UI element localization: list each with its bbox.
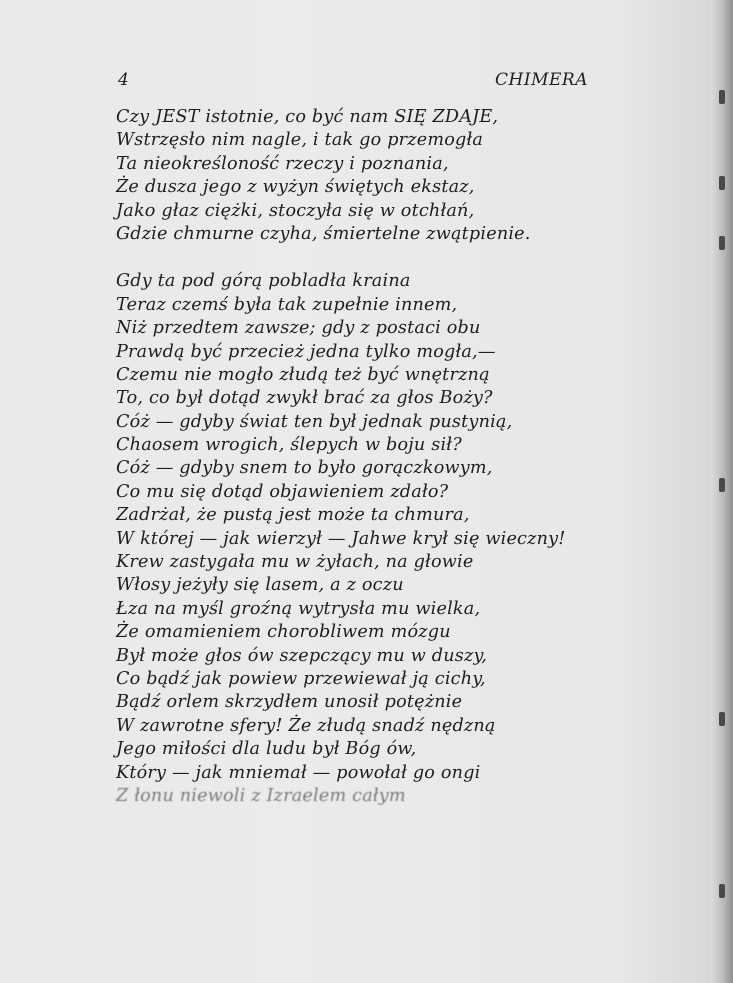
verse-line: Jego miłości dla ludu był Bóg ów,: [116, 739, 417, 760]
verse-line: W zawrotne sfery! Że złudą snadź nędzną: [116, 715, 496, 736]
binding-mark: [719, 884, 725, 898]
verse-line: Wstrzęsło nim nagle, i tak go przemogła: [116, 130, 484, 151]
binding-mark: [719, 90, 725, 104]
page-header: [118, 70, 588, 92]
verse-line: Cóż — gdyby snem to było gorączkowym,: [116, 458, 493, 479]
verse-line: Który — jak mniemał — powołał go ongi: [116, 762, 481, 783]
verse-line: Gdzie chmurne czyha, śmiertelne zwątpienie.: [116, 223, 531, 244]
verse-line: Bądź orlem skrzydłem unosił potężnie: [116, 692, 463, 713]
verse-line: Jako głaz ciężki, stoczyła się w otchłań,: [116, 200, 475, 221]
verse-line: Zadrżał, że pustą jest może ta chmura,: [116, 505, 470, 526]
binding-mark: [719, 236, 725, 250]
verse-line: Włosy jeżyły się lasem, a z oczu: [116, 575, 404, 596]
binding-mark: [719, 478, 725, 492]
verse-line: Był może głos ów szepczący mu w duszy,: [116, 645, 488, 666]
verse-line: Co bądź jak powiew przewiewał ją cichy,: [116, 668, 486, 689]
page-gutter: [711, 0, 733, 983]
verse-line: Chaosem wrogich, ślepych w boju sił?: [116, 435, 462, 456]
verse-line: Że omamieniem chorobliwem mózgu: [116, 622, 451, 643]
verse-line: Prawdą być przecież jedna tylko mogła,—: [116, 341, 496, 362]
verse-line: Czy JEST istotnie, co być nam SIĘ ZDAJE,: [116, 107, 499, 127]
verse-line: Łza na myśl groźną wytrysła mu wielka,: [116, 598, 481, 619]
stanza-break: [116, 246, 596, 270]
verse-line: Że dusza jego z wyżyn świętych ekstaz,: [116, 177, 475, 198]
verse-line: Co mu się dotąd objawieniem zdało?: [116, 481, 449, 502]
verse-line: Teraz czemś była tak zupełnie innem,: [116, 294, 458, 315]
verse-line: Czemu nie mogło złudą też być wnętrzną: [116, 364, 490, 385]
verse-line: W której — jak wierzył — Jahwe krył się wieczny!: [116, 528, 566, 549]
verse-line: Cóż — gdyby świat ten był jednak pustynią,: [116, 411, 513, 432]
stanza-2: [116, 270, 596, 808]
verse-line: To, co był dotąd zwykł brać za głos Boży?: [116, 388, 493, 409]
running-title: CHIMERA: [495, 70, 588, 90]
verse-line: Krew zastygała mu w żyłach, na głowie: [116, 552, 474, 573]
binding-mark: [719, 176, 725, 190]
verse-line: Ta nieokreśloność rzeczy i poznania,: [116, 153, 449, 174]
binding-mark: [719, 712, 725, 726]
poem-text: [116, 106, 596, 808]
page-number: 4: [118, 70, 129, 90]
verse-line: Gdy ta pod górą pobladła kraina: [116, 271, 411, 292]
verse-line: Niż przedtem zawsze; gdy z postaci obu: [116, 318, 481, 339]
stanza-1: [116, 106, 596, 246]
verse-line-faded: Z łonu niewoli z Izraelem całym: [116, 785, 406, 806]
